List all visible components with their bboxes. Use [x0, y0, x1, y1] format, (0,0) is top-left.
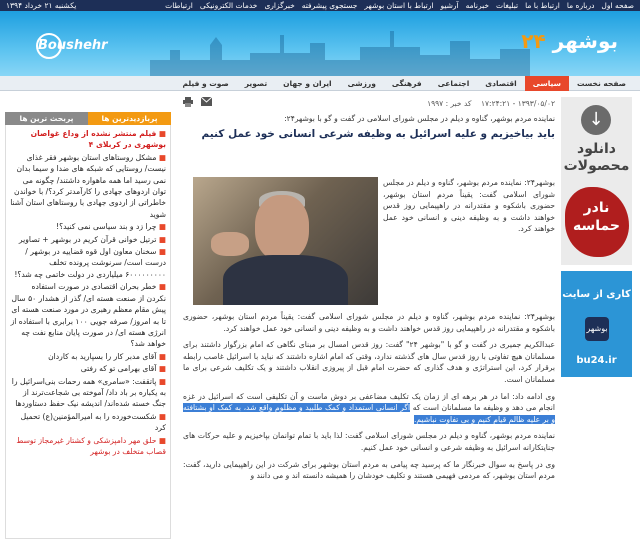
list-item[interactable]: [10, 363, 166, 374]
top-link[interactable]: خدمات الکترونیکی: [199, 1, 258, 10]
list-item-link[interactable]: سخنان معاون اول قوه قضاییه در بوشهر /درست است/ سرنوشت پرونده تخلف ۶۰۰۰۰۰۰۰۰۰ میلیاردی در دولت خاتمی چه شد؟!: [14, 247, 166, 279]
paragraph: نماینده مردم بوشهر، گناوه و دیلم در مجلس شورای اسلامی گفت: لذا باید با تمام توانمان بپاخیزیم و علیه حرکات های جنایتکارانه اسرائیل به وظیفه شرعی و انسانی خود عمل کنیم.: [183, 431, 555, 452]
nav-item[interactable]: تصویر: [244, 78, 268, 88]
article-date-code: [427, 99, 555, 108]
paragraph: وی ادامه داد: اما در هر برهه ای از زمان یک تکلیف مضاعفی بر دوش ماست و آن تکلیفی است که اسرائیل در غزه انجام می دهد و وظیفه ما مسلمانان است که اگر انسانی استمداد و کمک طلبید و مظلوم واقع شد، به کمک او بشتافته و بر علیه ظالم قیام کنیم و بی تفاوت نباشیم.: [183, 391, 555, 424]
list-item-link[interactable]: پاتقفت: «سامری» همه رحمات بنی‌اسرائیل را به یکباره بر باد داد/ آموخته بی شجاعت‌ترند از جنگ خسته شده‌اند/ اندیشه نیک حفظ دستاوردها: [11, 376, 166, 409]
print-icon[interactable]: [183, 97, 193, 109]
top-link[interactable]: صفحه اول: [601, 1, 634, 10]
top-link[interactable]: درباره ما: [566, 1, 595, 10]
site-credit-ad[interactable]: کاری از سایت بوشهر bu24.ir: [561, 271, 632, 377]
paragraph: عبدالکریم جمیری در گفت و گو با "بوشهر ۲۴" گفت: روز قدس امسال بر مبنای نگاهی که امام بزرگوار داشتند برای مسلمانان هیچ تفاوتی با روز قدس سال های گذشته ندارد، وقتی که امام اشاره داشتند که نباید با اسرائیل غاصب رابطه برقرار کرد، این استراتژی و هدف گذاری که حضرت امام قبل از پیروزی انقلاب داشتند و یک تکلیف شرعی برای ما مسلمانان است.: [183, 340, 555, 384]
download-products-ad[interactable]: ↓ دانلود محصولات نادر حماسه: [561, 97, 632, 265]
bullet-icon: ■: [156, 364, 166, 374]
top-links: [165, 1, 634, 10]
top-link[interactable]: خبرگزاری: [264, 1, 295, 10]
list-item-link[interactable]: شکست‌خورده را به امیرالمؤمنین(ع) تحمیل کرد: [20, 411, 166, 433]
article-meta: [183, 97, 555, 109]
article-code: ۱۹۹۷: [427, 98, 444, 108]
bu24-logo-icon: بوشهر: [585, 317, 609, 341]
nav-item[interactable]: ورزشی: [347, 78, 376, 88]
bullet-icon: ■: [156, 282, 166, 292]
boushehr24-logo-persian[interactable]: بوشهر ۲۴: [521, 29, 618, 53]
list-item-link[interactable]: چرا زد و بند سیاسی نمی کنید؟!: [56, 222, 157, 232]
list-item-link[interactable]: مشکل روستاهای استان بوشهر فقر غذای نیست/ روستایی که شبکه های ضدا و سیما بدان نمی رسید اما همه ماهواره داشتند/ چگونه می توان اردوهای جهادی را کارآمدتر کرد؟/ با خواندن خاطراتی از اردوی جهادی با روستاهای استان آشنا شوید: [10, 152, 166, 219]
article-summary: نماینده مردم بوشهر، گناوه و دیلم در مجلس شورای اسلامی در گفت و گو با بوشهر۲۴:: [284, 114, 555, 123]
list-item[interactable]: [10, 435, 166, 458]
site-header: [0, 11, 640, 76]
main-nav: [0, 76, 640, 91]
list-item[interactable]: [10, 411, 166, 434]
bullet-icon: ■: [156, 351, 166, 361]
top-link[interactable]: آرشیو: [440, 1, 459, 10]
bullet-icon: ■: [156, 376, 166, 386]
current-date: یکشنبه ۲۱ خرداد ۱۳۹۴: [6, 1, 77, 10]
list-item-link[interactable]: خطر بحران اقتصادی در صورت استفاده نکردن از صنعت هسته ای/ گذر از هشدار ۵۰ سال پیش مقام معظم رهبری در مورد صنعت هسته ای تا به امروز/ صرفه جویی ۱۰۰ برابری با استفاده از انرژی هسته ای/ در صورت پایان منابع نفت چه خواهد شد؟: [10, 282, 166, 349]
list-item[interactable]: [10, 246, 166, 280]
tab-most-visited[interactable]: پربازدیدترین ها: [88, 112, 171, 125]
city-skyline-image: [150, 25, 530, 76]
list-item[interactable]: [10, 351, 166, 362]
nav-item[interactable]: اقتصادی: [485, 78, 517, 88]
list-item-link[interactable]: حلق مهر دامپزشکی و کشتار غیرمجاز توسط قصاب متخلف در بوشهر: [16, 435, 166, 456]
bullet-icon: ■: [156, 435, 166, 445]
most-visited-panel: [5, 112, 171, 539]
list-item[interactable]: [10, 281, 166, 349]
most-visited-list: [5, 125, 171, 539]
bullet-icon: ■: [156, 129, 166, 138]
top-link[interactable]: ارتباط با استان بوشهر: [364, 1, 434, 10]
nav-item[interactable]: صوت و فیلم: [182, 78, 229, 88]
top-link[interactable]: خبرنامه: [465, 1, 490, 10]
article-body: [183, 311, 555, 487]
list-item[interactable]: [10, 221, 166, 232]
tab-most-discussed[interactable]: پربحث ترین ها: [5, 112, 88, 125]
top-link[interactable]: ارتباط با ما: [525, 1, 560, 10]
top-link[interactable]: ارتباطات: [165, 1, 193, 10]
bullet-icon: ■: [156, 411, 166, 421]
download-arrow-icon: ↓: [581, 105, 611, 135]
paragraph: بوشهر۲۴: نماینده مردم بوشهر، گناوه و دیلم در مجلس شورای اسلامی گفت: یقیناً مردم استان بوشهر، حضوری باشکوه و مقتدرانه در راهپیمایی روز قدس خواهند داشت و به وظیفه دینی و انسانی خود عمل خواهند کرد.: [183, 312, 555, 333]
right-ads: [561, 97, 632, 377]
article-title[interactable]: باید بیاخیزیم و علیه اسرائیل به وظیفه شرعی انسانی خود عمل کنیم: [201, 128, 555, 140]
article-code-label: کد خبر :: [445, 98, 472, 108]
nav-item[interactable]: ایران و جهان: [283, 78, 332, 88]
bullet-icon: ■: [156, 234, 166, 244]
article-photo: [193, 177, 378, 305]
bullet-icon: ■: [156, 222, 166, 232]
nav-item[interactable]: اجتماعی: [437, 78, 470, 88]
list-item-link[interactable]: ترتیل خوانی قرآن کریم در بوشهر + تصاویر: [18, 234, 157, 244]
article-date: ۱۳۹۳/۰۵/۰۲ - ۱۷:۲۴:۲۱: [481, 98, 555, 108]
top-link[interactable]: جستجوی پیشرفته: [301, 1, 358, 10]
boushehr24-logo-latin[interactable]: Boushehr: [34, 33, 62, 59]
selected-text[interactable]: اگر انسانی استمداد و کمک طلبید و مظلوم واقع شد، به کمک او بشتافته و بر علیه ظالم قیام کنیم و بی تفاوت نباشیم.: [183, 403, 555, 424]
nav-item[interactable]: صفحه نخست: [576, 78, 626, 88]
top-bar: [0, 0, 640, 11]
panel-tabs: [5, 112, 171, 125]
list-item[interactable]: [10, 234, 166, 245]
bullet-icon: ■: [156, 152, 166, 162]
article-lead: بوشهر۲۴: نماینده مردم بوشهر، گناوه و دیلم در مجلس شورای اسلامی گفت: یقیناً مردم استان بوشهر، حضوری باشکوه و مقتدرانه در راهپیمایی روز قدس خواهند داشت و به وظیفه دینی و انسانی خود عمل خواهند کرد.: [383, 178, 555, 234]
bullet-icon: ■: [156, 247, 166, 257]
article: [183, 97, 555, 539]
list-item[interactable]: [10, 376, 166, 410]
email-icon[interactable]: [201, 97, 212, 109]
nav-item[interactable]: فرهنگی: [391, 78, 422, 88]
list-item-link[interactable]: آقای مدبر کار را بسپارید به کاردان: [48, 351, 157, 361]
list-item-link[interactable]: آقای بهرامی تو که رفتی: [80, 364, 157, 374]
paragraph: وی در پاسخ به سوال خبرنگار ما که پرسید چه پیامی به مردم استان بوشهر برای شرکت در این راهپیمایی دارید، گفت: مردم استان بوشهر، که مردمی فهیمی هستند و تکلیف خودشان را همیشه دانسته اند و می دانند و: [183, 459, 555, 481]
list-item[interactable]: [10, 152, 166, 220]
top-link[interactable]: تبلیغات: [496, 1, 519, 10]
list-item[interactable]: [10, 128, 166, 151]
list-item-link[interactable]: فیلم منتشر نشده از وداع غواصان بوشهری در کربلای ۴: [30, 129, 166, 150]
nav-item[interactable]: سیاسی: [525, 76, 569, 91]
